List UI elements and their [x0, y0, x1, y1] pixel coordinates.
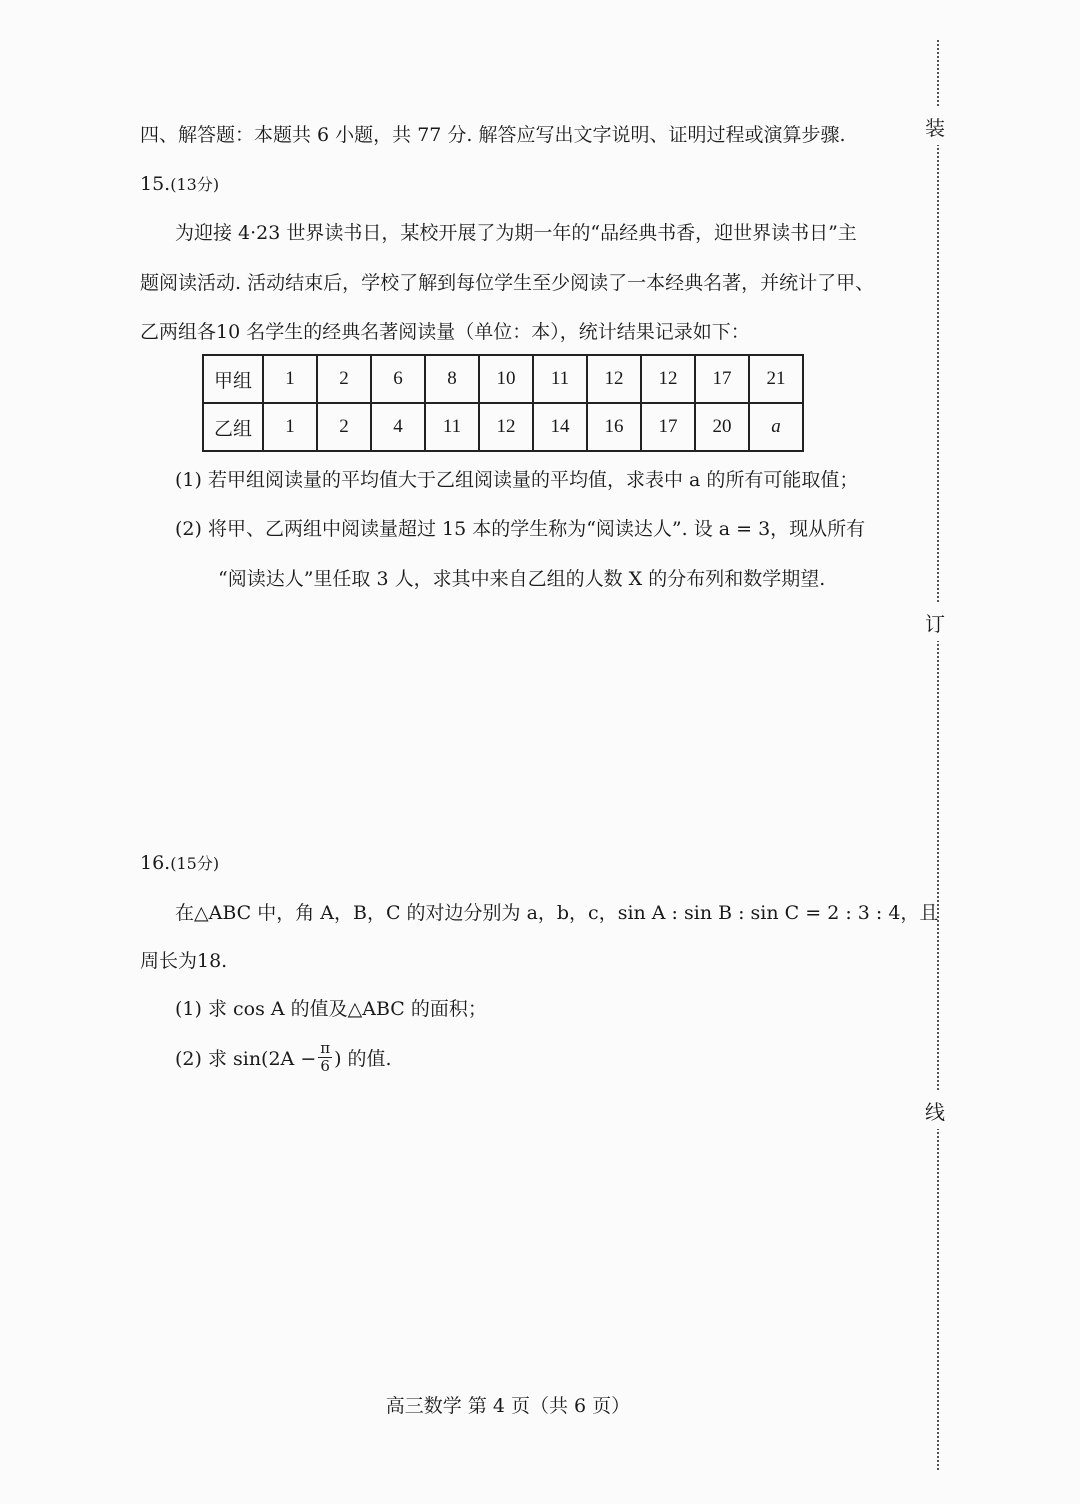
page-footer: 高三数学 第 4 页（共 6 页）	[385, 1395, 631, 1417]
fraction-numerator: π	[320, 1039, 331, 1057]
section-header: 四、解答题：本题共 6 小题，共 77 分. 解答应写出文字说明、证明过程或演算步骤.	[140, 124, 846, 146]
table-cell: 11	[533, 355, 587, 403]
table-cell: 12	[587, 355, 641, 403]
table-cell: 6	[371, 355, 425, 403]
table-row-group-jia	[203, 355, 803, 403]
table-cell: 4	[371, 403, 425, 451]
table-cell: 21	[749, 355, 803, 403]
table-cell: 16	[587, 403, 641, 451]
q15-paragraph-line1: 为迎接 4·23 世界读书日，某校开展了为期一年的“品经典书香，迎世界读书日”主	[175, 222, 857, 244]
table-cell: 17	[695, 355, 749, 403]
q16-sub2-prefix: (2) 求 sin(2A −	[175, 1047, 317, 1070]
q15-heading	[140, 172, 219, 195]
q16-paragraph-line1: 在△ABC 中，角 A，B，C 的对边分别为 a，b，c，sin A : sin B : sin C = 2 : 3 : 4，且	[175, 902, 939, 924]
q15-paragraph-line2: 题阅读活动. 活动结束后，学校了解到每位学生至少阅读了一本经典名著，并统计了甲、	[140, 272, 875, 294]
q16-paragraph-line2: 周长为18.	[140, 950, 228, 972]
table-cell: 20	[695, 403, 749, 451]
pi-over-six-fraction	[318, 1040, 332, 1074]
binding-char-xian: 线	[925, 1092, 945, 1129]
binding-dotted-line	[937, 40, 939, 1470]
q16-number: 16.	[140, 852, 171, 874]
table-cell: 2	[317, 355, 371, 403]
table-cell: 14	[533, 403, 587, 451]
fraction-denominator: 6	[320, 1056, 330, 1075]
q15-subquestion-1: (1) 若甲组阅读量的平均值大于乙组阅读量的平均值，求表中 a 的所有可能取值；	[175, 469, 859, 491]
q15-number: 15.	[140, 173, 171, 195]
table-row-group-yi	[203, 403, 803, 451]
table-cell: 2	[317, 403, 371, 451]
table-cell: 11	[425, 403, 479, 451]
q16-heading	[140, 851, 219, 874]
table-cell: 17	[641, 403, 695, 451]
row-label: 甲组	[203, 355, 263, 403]
table-cell: 12	[479, 403, 533, 451]
q16-subquestion-1: (1) 求 cos A 的值及△ABC 的面积；	[175, 998, 487, 1020]
q15-paragraph-line3: 乙两组各10 名学生的经典名著阅读量（单位：本），统计结果记录如下：	[140, 321, 750, 343]
q16-subquestion-2	[175, 1040, 392, 1074]
table-cell: 1	[263, 355, 317, 403]
table-cell: 10	[479, 355, 533, 403]
binding-char-ding: 订	[925, 604, 945, 641]
q15-subquestion-2-line1: (2) 将甲、乙两组中阅读量超过 15 本的学生称为“阅读达人”. 设 a = 3，现从所有	[175, 518, 866, 540]
table-cell: 1	[263, 403, 317, 451]
table-cell: 8	[425, 355, 479, 403]
q15-subquestion-2-line2: “阅读达人”里任取 3 人，求其中来自乙组的人数 X 的分布列和数学期望.	[218, 568, 826, 590]
binding-char-zhuang: 装	[925, 108, 945, 145]
q16-points: (15分)	[170, 854, 220, 873]
q15-points: (13分)	[170, 175, 220, 194]
table-cell: 12	[641, 355, 695, 403]
row-label: 乙组	[203, 403, 263, 451]
table-cell-unknown-a: a	[749, 403, 803, 451]
reading-score-table	[202, 354, 804, 452]
q16-sub2-suffix: ) 的值.	[334, 1047, 392, 1070]
